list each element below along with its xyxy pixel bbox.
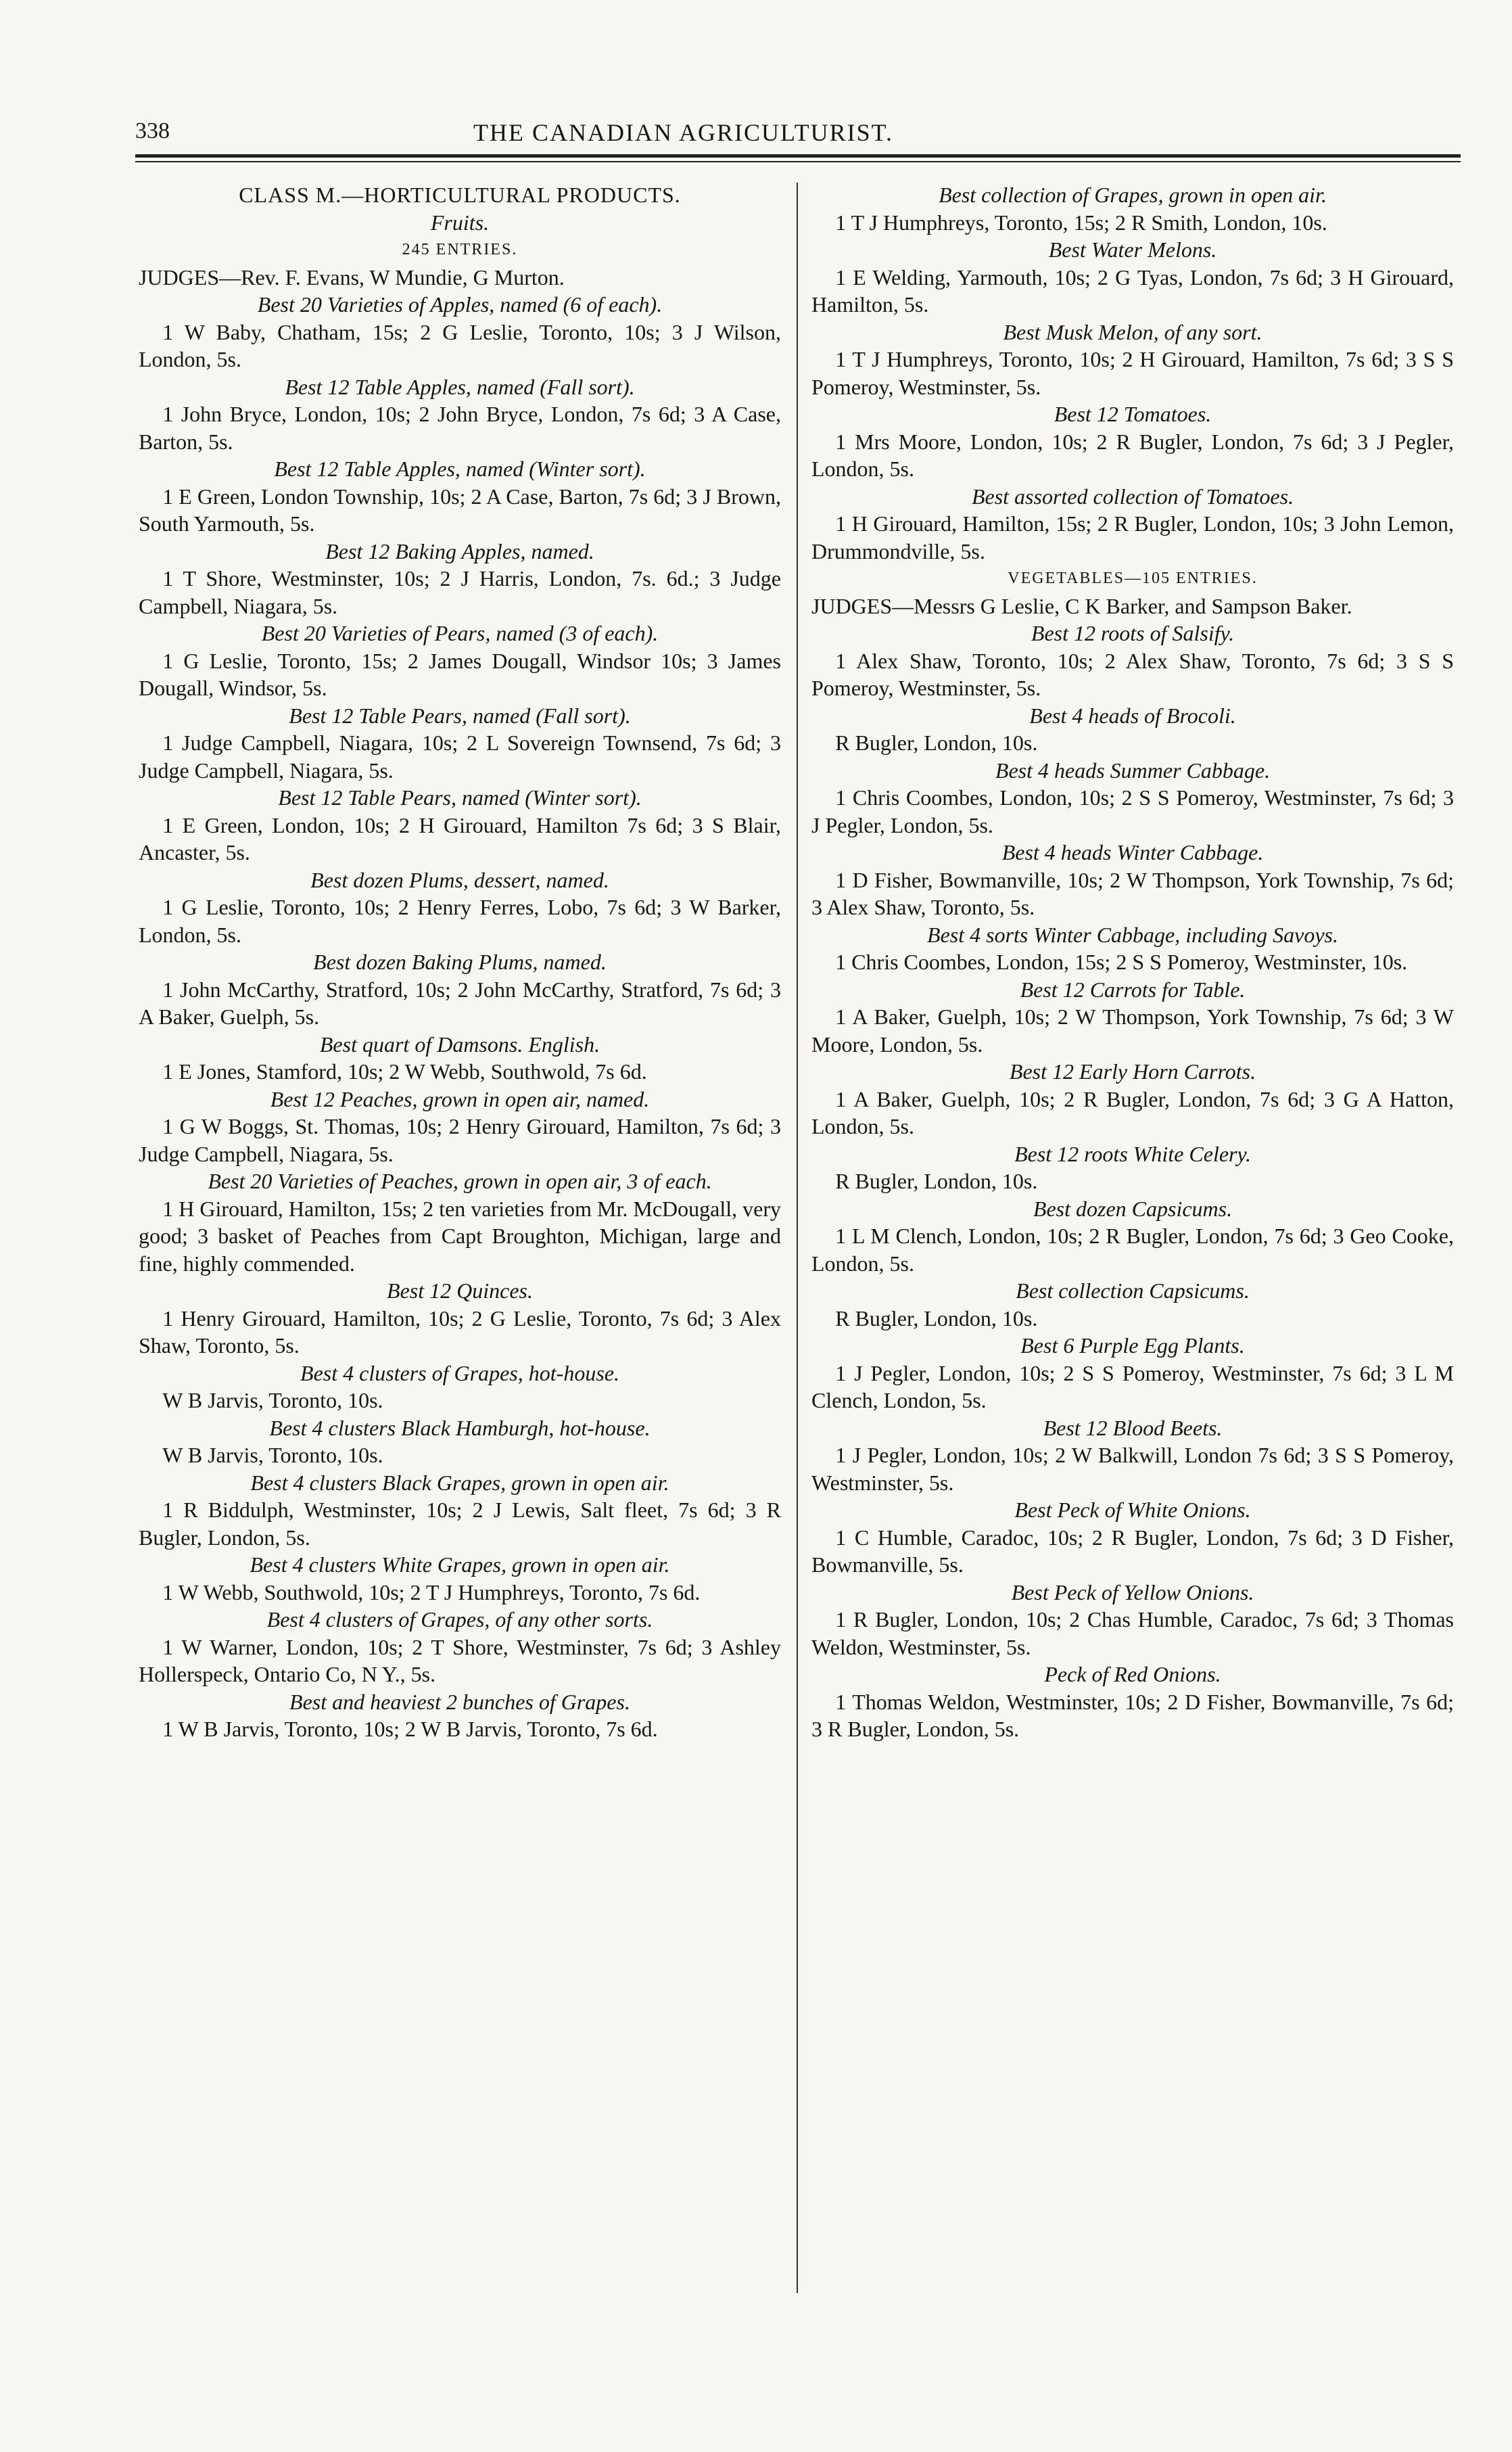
paragraph-category: Best Peck of White Onions.: [1014, 1498, 1251, 1522]
paragraph-entry: 1 Judge Campbell, Niagara, 10s; 2 L Sovereign Townsend, 7s 6d; 3 Judge Campbell, Niagara, 5s.: [139, 731, 781, 783]
paragraph-entry: 1 T J Humphreys, Toronto, 15s; 2 R Smith, London, 10s.: [835, 210, 1327, 235]
right-column: [811, 181, 1454, 1743]
paragraph-entry: 1 W Warner, London, 10s; 2 T Shore, Westminster, 7s 6d; 3 Ashley Hollerspeck, Ontario Co, N Y., 5s.: [139, 1634, 781, 1686]
paragraph-category: Best dozen Capsicums.: [1033, 1196, 1233, 1221]
paragraph-entry: 1 H Girouard, Hamilton, 15s; 2 ten varieties from Mr. McDougall, very good; 3 basket of Peaches from Capt Broughton, Michigan, large and fine, highly commended.: [139, 1196, 781, 1276]
paragraph-entry: W B Jarvis, Toronto, 10s.: [162, 1443, 383, 1467]
paragraph-category: Best dozen Baking Plums, named.: [313, 950, 607, 974]
running-title: THE CANADIAN AGRICULTURIST.: [473, 119, 893, 146]
paragraph-category: Best Musk Melon, of any sort.: [1003, 319, 1262, 344]
paragraph-entry: 1 Thomas Weldon, Westminster, 10s; 2 D Fisher, Bowmanville, 7s 6d; 3 R Bugler, London, 5s.: [811, 1689, 1454, 1741]
paragraph-category: Best collection Capsicums.: [1016, 1278, 1250, 1303]
paragraph-count: 245 ENTRIES.: [402, 241, 518, 258]
paragraph-subhead: Fruits.: [430, 210, 490, 235]
paragraph-category: Best 12 Table Pears, named (Fall sort).: [289, 703, 631, 728]
paragraph-category: Best 4 heads Winter Cabbage.: [1001, 840, 1264, 864]
paragraph-category: Best 20 Varieties of Pears, named (3 of each).: [261, 621, 659, 645]
paragraph-category: Best 12 roots White Celery.: [1014, 1141, 1251, 1166]
paragraph-entry: 1 D Fisher, Bowmanville, 10s; 2 W Thompson, York Township, 7s 6d; 3 Alex Shaw, Toronto, 5s.: [811, 867, 1454, 919]
paragraph-entry: 1 R Bugler, London, 10s; 2 Chas Humble, Caradoc, 7s 6d; 3 Thomas Weldon, Westminster, 5s.: [811, 1607, 1454, 1659]
paragraph-category: Best assorted collection of Tomatoes.: [971, 484, 1294, 509]
paragraph-category: Best 12 Early Horn Carrots.: [1009, 1059, 1256, 1084]
paragraph-entry: 1 L M Clench, London, 10s; 2 R Bugler, London, 7s 6d; 3 Geo Cooke, London, 5s.: [811, 1224, 1454, 1276]
paragraph-category: Best 12 Peaches, grown in open air, named.: [270, 1086, 650, 1111]
paragraph-entry: 1 E Green, London, 10s; 2 H Girouard, Hamilton 7s 6d; 3 S Blair, Ancaster, 5s.: [139, 812, 781, 864]
paragraph-entry: 1 Chris Coombes, London, 10s; 2 S S Pomeroy, Westminster, 7s 6d; 3 J Pegler, London, 5s.: [811, 785, 1454, 837]
paragraph-entry: 1 A Baker, Guelph, 10s; 2 W Thompson, York Township, 7s 6d; 3 W Moore, London, 5s.: [811, 1004, 1454, 1057]
column-divider: [797, 183, 798, 2293]
paragraph-category: Best 4 heads of Brocoli.: [1029, 703, 1236, 728]
paragraph-entry: 1 W Baby, Chatham, 15s; 2 G Leslie, Toronto, 10s; 3 J Wilson, London, 5s.: [139, 319, 781, 371]
paragraph-entry: 1 Alex Shaw, Toronto, 10s; 2 Alex Shaw, Toronto, 7s 6d; 3 S S Pomeroy, Westminster, 5s.: [811, 648, 1454, 700]
paragraph-count: VEGETABLES—105 ENTRIES.: [1008, 570, 1258, 587]
paragraph-category: Best 12 Table Apples, named (Fall sort).: [285, 374, 635, 399]
paragraph-category: Best dozen Plums, dessert, named.: [310, 867, 609, 892]
paragraph-entry: 1 T J Humphreys, Toronto, 10s; 2 H Girouard, Hamilton, 7s 6d; 3 S S Pomeroy, Westminster, 5s.: [811, 347, 1454, 399]
paragraph-entry: 1 John McCarthy, Stratford, 10s; 2 John McCarthy, Stratford, 7s 6d; 3 A Baker, Guelph, 5s.: [139, 977, 781, 1029]
header-rule-thick: [135, 154, 1461, 158]
paragraph-category: Best quart of Damsons. English.: [319, 1032, 600, 1057]
paragraph-category: Best 4 clusters Black Hamburgh, hot-house.: [269, 1415, 651, 1440]
paragraph-category: Best 12 Blood Beets.: [1043, 1415, 1223, 1440]
paragraph-category: Best and heaviest 2 bunches of Grapes.: [289, 1689, 630, 1714]
paragraph-category: Best 20 Varieties of Peaches, grown in open air, 3 of each.: [208, 1169, 712, 1193]
paragraph-entry: 1 J Pegler, London, 10s; 2 W Balkwill, London 7s 6d; 3 S S Pomeroy, Westminster, 5s.: [811, 1443, 1454, 1495]
paragraph-category: Best 4 clusters Black Grapes, grown in open air.: [250, 1470, 669, 1495]
paragraph-entry: 1 E Jones, Stamford, 10s; 2 W Webb, Southwold, 7s 6d.: [162, 1059, 647, 1084]
paragraph-category: Peck of Red Onions.: [1044, 1662, 1221, 1686]
paragraph-entry: 1 J Pegler, London, 10s; 2 S S Pomeroy, Westminster, 7s 6d; 3 L M Clench, London, 5s.: [811, 1360, 1454, 1412]
paragraph-entry: 1 A Baker, Guelph, 10s; 2 R Bugler, London, 7s 6d; 3 G A Hatton, London, 5s.: [811, 1086, 1454, 1138]
paragraph-category: Best 12 Table Apples, named (Winter sort).: [274, 457, 646, 481]
paragraph-entry: 1 Mrs Moore, London, 10s; 2 R Bugler, London, 7s 6d; 3 J Pegler, London, 5s.: [811, 429, 1454, 481]
paragraph-category: Best 12 Baking Apples, named.: [325, 538, 594, 563]
paragraph-category: Best 4 sorts Winter Cabbage, including Savoys.: [927, 922, 1338, 947]
page-number: 338: [135, 118, 170, 143]
paragraph-entry: 1 W B Jarvis, Toronto, 10s; 2 W B Jarvis, Toronto, 7s 6d.: [162, 1717, 658, 1741]
paragraph-entry: W B Jarvis, Toronto, 10s.: [162, 1388, 383, 1412]
paragraph-entry: 1 G W Boggs, St. Thomas, 10s; 2 Henry Girouard, Hamilton, 7s 6d; 3 Judge Campbell, Niagara, 5s.: [139, 1114, 781, 1166]
paragraph-entry: 1 Chris Coombes, London, 15s; 2 S S Pomeroy, Westminster, 10s.: [835, 950, 1408, 974]
paragraph-entry: 1 T Shore, Westminster, 10s; 2 J Harris, London, 7s. 6d.; 3 Judge Campbell, Niagara, 5s.: [139, 566, 781, 618]
paragraph-entry: 1 Henry Girouard, Hamilton, 10s; 2 G Leslie, Toronto, 7s 6d; 3 Alex Shaw, Toronto, 5s.: [139, 1305, 781, 1358]
paragraph-category: Best 20 Varieties of Apples, named (6 of each).: [257, 292, 663, 317]
paragraph-category: Best 4 heads Summer Cabbage.: [995, 758, 1271, 783]
paragraph-entry: 1 G Leslie, Toronto, 15s; 2 James Dougall, Windsor 10s; 3 James Dougall, Windsor, 5s.: [139, 648, 781, 700]
paragraph-category: Best 12 roots of Salsify.: [1031, 621, 1235, 645]
left-column: [139, 181, 781, 1743]
paragraph-judges: JUDGES—Rev. F. Evans, W Mundie, G Murton.: [139, 264, 565, 290]
paragraph-category: Best 12 Quinces.: [387, 1278, 533, 1303]
paragraph-entry: 1 John Bryce, London, 10s; 2 John Bryce, London, 7s 6d; 3 A Case, Barton, 5s.: [139, 402, 781, 454]
paragraph-entry: 1 R Biddulph, Westminster, 10s; 2 J Lewis, Salt fleet, 7s 6d; 3 R Bugler, London, 5s.: [139, 1498, 781, 1550]
paragraph-category: Best 6 Purple Egg Plants.: [1020, 1333, 1245, 1358]
paragraph-entry: R Bugler, London, 10s.: [835, 731, 1038, 755]
paragraph-entry: 1 W Webb, Southwold, 10s; 2 T J Humphreys, Toronto, 7s 6d.: [162, 1579, 701, 1604]
paragraph-entry: 1 C Humble, Caradoc, 10s; 2 R Bugler, London, 7s 6d; 3 D Fisher, Bowmanville, 5s.: [811, 1525, 1454, 1577]
paragraph-category: Best collection of Grapes, grown in open air.: [939, 183, 1327, 207]
paragraph-entry: 1 G Leslie, Toronto, 10s; 2 Henry Ferres, Lobo, 7s 6d; 3 W Barker, London, 5s.: [139, 895, 781, 947]
paragraph-category: Best 4 clusters of Grapes, of any other sorts.: [266, 1607, 653, 1632]
header-rule-thin: [135, 161, 1461, 162]
paragraph-entry: 1 H Girouard, Hamilton, 15s; 2 R Bugler, London, 10s; 3 John Lemon, Drummondville, 5s.: [811, 511, 1454, 563]
paragraph-entry: 1 E Welding, Yarmouth, 10s; 2 G Tyas, London, 7s 6d; 3 H Girouard, Hamilton, 5s.: [811, 264, 1454, 317]
paragraph-entry: R Bugler, London, 10s.: [835, 1169, 1038, 1193]
paragraph-judges: JUDGES—Messrs G Leslie, C K Barker, and Sampson Baker.: [811, 593, 1352, 618]
paragraph-category: Best 4 clusters of Grapes, hot-house.: [300, 1360, 619, 1385]
paragraph-category: Best 12 Table Pears, named (Winter sort).: [278, 785, 642, 810]
paragraph-entry: 1 E Green, London Township, 10s; 2 A Case, Barton, 7s 6d; 3 J Brown, South Yarmouth, 5s.: [139, 484, 781, 536]
paragraph-category: Best Peck of Yellow Onions.: [1011, 1579, 1254, 1604]
paragraph-heading: CLASS M.—HORTICULTURAL PRODUCTS.: [239, 183, 681, 207]
paragraph-category: Best 4 clusters White Grapes, grown in open air.: [250, 1552, 670, 1577]
paragraph-category: Best Water Melons.: [1048, 237, 1217, 262]
paragraph-category: Best 12 Carrots for Table.: [1020, 977, 1246, 1002]
paragraph-entry: R Bugler, London, 10s.: [835, 1305, 1038, 1331]
paragraph-category: Best 12 Tomatoes.: [1054, 402, 1212, 426]
